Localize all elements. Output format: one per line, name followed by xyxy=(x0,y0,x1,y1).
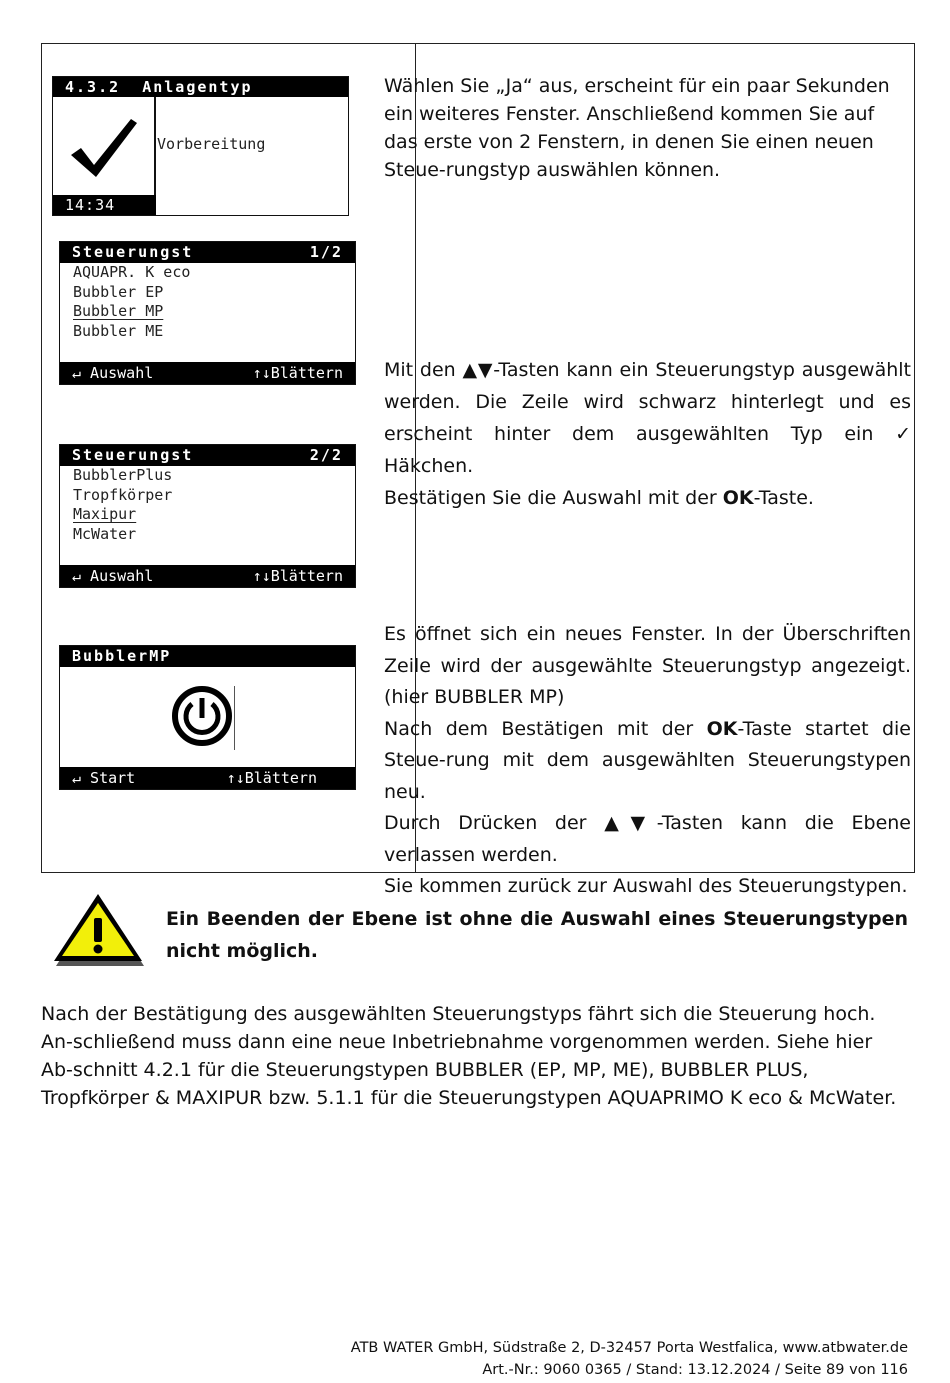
ok-key-label: OK xyxy=(722,487,754,509)
select-softkey[interactable]: ↵ Auswahl xyxy=(72,364,154,382)
lcd-title: 4.3.2 Anlagentyp xyxy=(65,78,253,96)
instruction-table xyxy=(41,43,915,897)
lcd-header xyxy=(60,646,355,667)
description-row3 xyxy=(384,619,911,903)
up-down-arrows-icon: ▲▼ xyxy=(604,812,657,834)
lcd-header xyxy=(60,242,355,263)
text-segment: Nach dem Bestätigen mit der xyxy=(384,717,707,740)
lcd-screen-bubblermp xyxy=(59,645,356,790)
confirm-text xyxy=(384,482,911,514)
power-icon[interactable] xyxy=(170,684,234,748)
lcd-header xyxy=(60,445,355,466)
warning-text: Ein Beenden der Ebene ist ohne die Auswahl eines Steuerungstypen nicht möglich. xyxy=(166,908,908,962)
list-item-selected[interactable]: Bubbler MP xyxy=(73,302,164,320)
list-item[interactable]: Tropfkörper xyxy=(73,485,173,504)
lcd-page-indicator: 2/2 xyxy=(309,446,343,464)
lcd-screen-steuerungstyp-1 xyxy=(59,241,356,385)
lcd-time-bar xyxy=(53,195,156,215)
check-box xyxy=(53,97,156,195)
lcd-footer xyxy=(60,362,355,384)
type-list xyxy=(73,263,190,341)
start-softkey[interactable]: ↵ Start xyxy=(72,769,136,787)
description-row2 xyxy=(384,354,911,514)
list-item[interactable]: McWater xyxy=(73,524,137,543)
lcd-title: BubblerMP xyxy=(72,647,172,665)
text-segment: Durch Drücken der xyxy=(384,812,605,834)
type-list xyxy=(73,466,172,544)
up-down-arrows-icon: ▲▼ xyxy=(462,359,494,381)
lcd-message: Vorbereitung xyxy=(157,135,266,153)
lcd-footer xyxy=(60,767,355,789)
text-segment: -Taste. xyxy=(753,487,814,509)
description-text xyxy=(384,714,911,809)
lcd-title: Steuerungst xyxy=(72,446,194,464)
text-segment: -Tasten kann ein Steuerungstyp ausgewählt werden. Die Zeile wird schwarz hinterlegt und es erscheint hinter dem ausgewählten Typ ein xyxy=(384,359,911,445)
scroll-softkey[interactable]: ↑↓Blättern xyxy=(226,769,317,787)
lcd-screen-steuerungstyp-2 xyxy=(59,444,356,588)
lcd-footer xyxy=(60,565,355,587)
text-segment: Häkchen. xyxy=(384,455,474,477)
description-text xyxy=(384,808,911,871)
description-text xyxy=(384,354,911,482)
list-item[interactable]: BubblerPlus xyxy=(73,466,173,484)
lcd-page-indicator: 1/2 xyxy=(309,243,343,261)
list-item[interactable]: Bubbler ME xyxy=(73,321,164,340)
select-softkey[interactable]: ↵ Auswahl xyxy=(72,567,154,585)
ok-key-label: OK xyxy=(706,717,738,740)
lcd-title: Steuerungst xyxy=(72,243,194,261)
warning-triangle-icon xyxy=(50,891,146,967)
description-text: Sie kommen zurück zur Auswahl des Steuerungstypen. xyxy=(384,875,908,897)
checkmark-glyph: ✓ xyxy=(895,423,911,445)
description-text: Wählen Sie „Ja“ aus, erscheint für ein paar Sekunden ein weiteres Fenster. Anschließend kommen Sie auf das erste von 2 Fenstern, in denen Sie einen neuen Steue-rungstyp auswählen können. xyxy=(384,75,890,181)
list-item-selected[interactable]: Maxipur xyxy=(73,505,137,523)
description-text: Es öffnet sich ein neues Fenster. In der Überschriften Zeile wird der ausgewählte Steuerungstyp angezeigt. (hier BUBBLER MP) xyxy=(384,623,911,708)
text-segment: -Taste startet die Steue-rung mit dem ausgewählten Steuerungstypen neu. xyxy=(384,717,911,803)
text-segment: Mit den xyxy=(384,359,463,381)
text-segment: Bestätigen Sie die Auswahl mit der xyxy=(384,487,723,509)
body-paragraph: Nach der Bestätigung des ausgewählten Steuerungstyps fährt sich die Steuerung hoch. An-schließend muss dann eine neue Inbetriebnahme vorgenommen werden. Siehe hier Ab-schnitt 4.2.1 für die Steuerungstypen BUBBLER (EP, MP, ME), BUBBLER PLUS, Tropfkörper & MAXIPUR bzw. 5.1.1 für die Steuerungstypen AQUAPRIMO K eco & McWater. xyxy=(41,1003,897,1109)
checkmark-icon xyxy=(67,115,147,185)
lcd-time: 14:34 xyxy=(65,196,116,214)
text-cursor xyxy=(234,686,235,750)
scroll-softkey[interactable]: ↑↓Blättern xyxy=(252,567,343,585)
lcd-screen-anlagentyp xyxy=(52,76,349,216)
list-item[interactable]: Bubbler EP xyxy=(73,282,164,301)
lcd-header xyxy=(53,77,348,97)
page-footer xyxy=(351,1337,908,1381)
description-row1 xyxy=(384,72,908,184)
list-item[interactable]: AQUAPR. K eco xyxy=(73,263,191,281)
text-segment: -Tasten kann die Ebene verlassen werden. xyxy=(384,812,911,866)
scroll-softkey[interactable]: ↑↓Blättern xyxy=(252,364,343,382)
footer-article: Art.-Nr.: 9060 0365 / Stand: 13.12.2024 / Seite 89 von 116 xyxy=(482,1362,908,1378)
footer-company: ATB WATER GmbH, Südstraße 2, D-32457 Porta Westfalica, www.atbwater.de xyxy=(350,1340,908,1356)
